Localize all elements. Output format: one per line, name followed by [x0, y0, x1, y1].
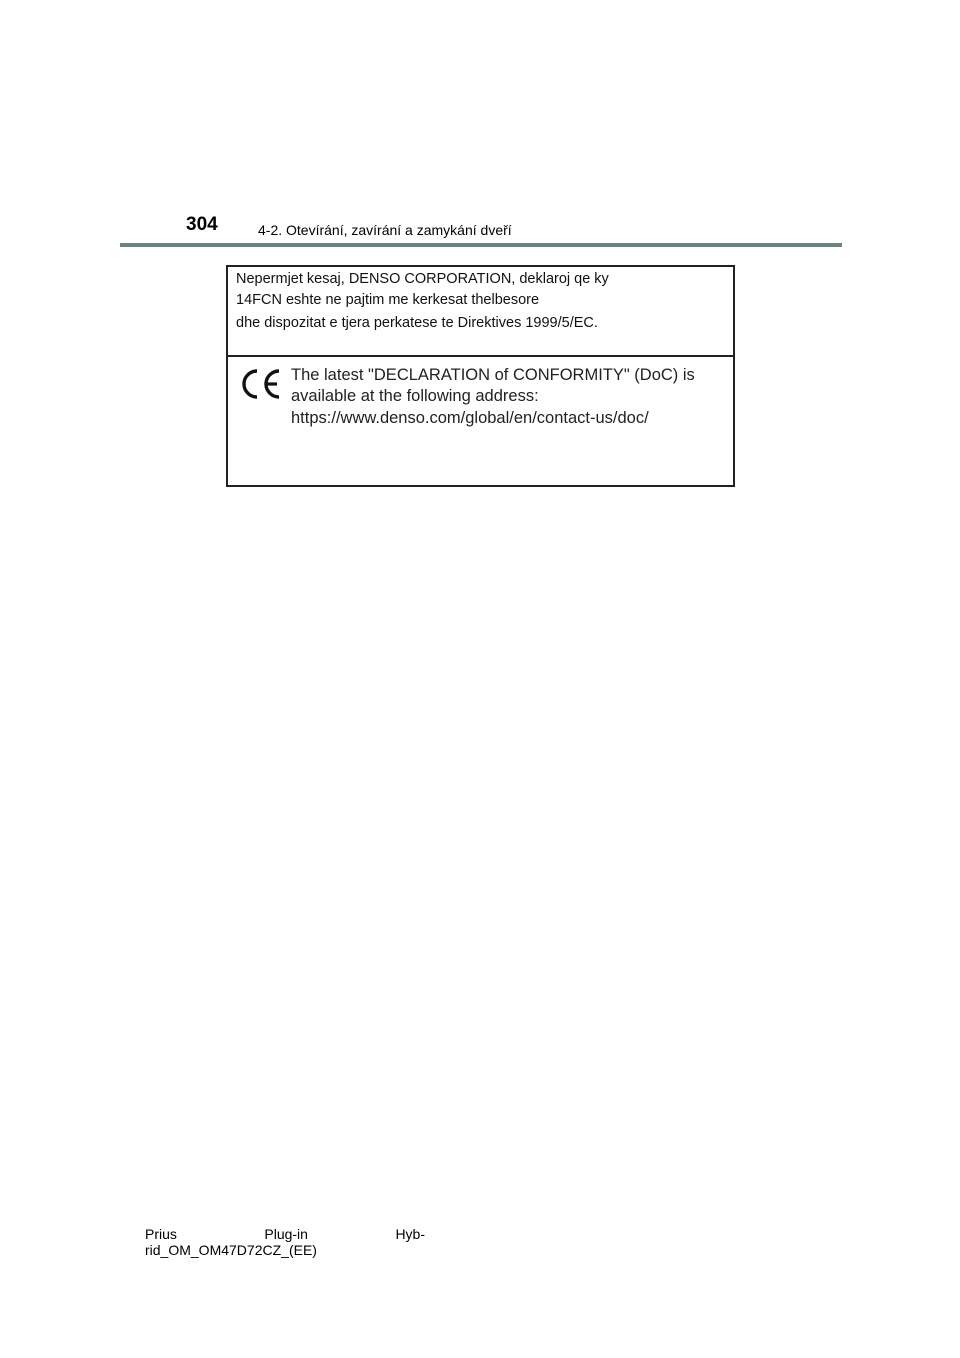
- doc-availability-notice: [228, 357, 733, 485]
- page-number: 304: [186, 214, 218, 235]
- doc-line: The latest "DECLARATION of CONFORMITY" (DoC) is: [291, 366, 695, 384]
- doc-line: available at the following address:: [291, 387, 539, 405]
- declaration-label-box: [226, 265, 735, 487]
- footer-word: Plug-in: [264, 1226, 308, 1242]
- footer-line-2: rid_OM_OM47D72CZ_(EE): [145, 1242, 317, 1258]
- footer-word: Hyb-: [395, 1226, 425, 1242]
- footer-word: Prius: [145, 1226, 177, 1242]
- header-divider: [120, 243, 842, 247]
- doc-url: https://www.denso.com/global/en/contact-us/doc/: [291, 409, 649, 427]
- albanian-line: dhe dispozitat e tjera perkatese te Direktives 1999/5/EC.: [236, 315, 598, 331]
- albanian-declaration: [228, 267, 733, 357]
- footer-model-code: [145, 1226, 425, 1258]
- albanian-line: Nepermjet kesaj, DENSO CORPORATION, deklaroj qe ky: [236, 271, 609, 287]
- section-title: 4-2. Otevírání, zavírání a zamykání dveří: [258, 222, 512, 238]
- page-header: [0, 0, 960, 250]
- footer-line-1: [145, 1226, 425, 1242]
- ce-mark-icon: [240, 367, 284, 401]
- albanian-line: 14FCN eshte ne pajtim me kerkesat thelbesore: [236, 292, 540, 308]
